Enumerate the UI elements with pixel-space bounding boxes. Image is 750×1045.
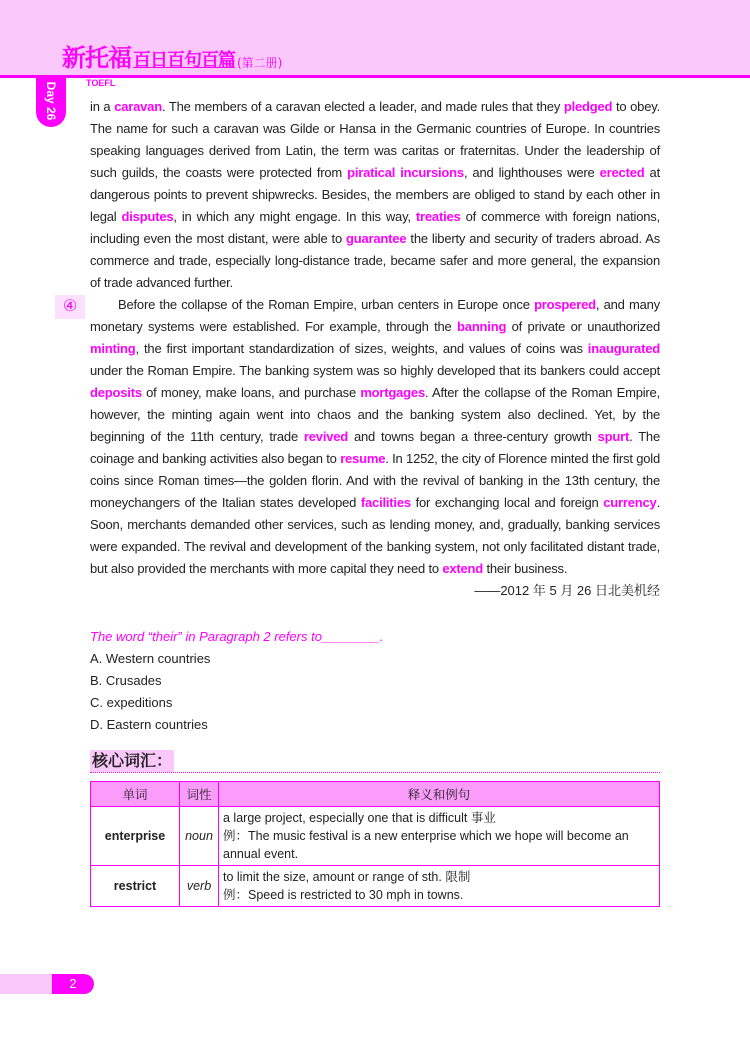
highlighted-term: pledged	[563, 99, 613, 114]
highlighted-term: currency	[603, 495, 657, 510]
text-segment: . After the collapse of the Roman Empire, however, the minting again went into chaos and the banking system also declined. Yet, by the beginning of the 11th century, trade	[90, 385, 660, 444]
text-segment: in a	[90, 99, 115, 114]
text-segment: for exchanging local and foreign	[410, 495, 604, 510]
text-segment: . The coinage and banking activities also began to	[90, 429, 660, 466]
highlighted-term: erected	[599, 165, 645, 180]
highlighted-term: resume	[340, 451, 386, 466]
highlighted-term: treaties	[415, 209, 461, 224]
text-segment: Before the collapse of the Roman Empire, urban centers in Europe once	[118, 297, 535, 312]
highlighted-term: guarantee	[346, 231, 407, 246]
highlighted-term: caravan	[114, 99, 162, 114]
text-segment: , the first important standardization of sizes, weights, and values of coins was	[135, 341, 588, 356]
text-segment: . The members of a caravan elected a leader, and made rules that they	[161, 99, 564, 114]
highlighted-term: disputes	[121, 209, 174, 224]
option-a: A. Western countries	[90, 651, 211, 666]
text-segment: , and many monetary systems were established. For example, through the	[90, 297, 660, 334]
table-header	[91, 782, 660, 807]
book-subtitle: 百日百句百篇	[133, 50, 235, 71]
highlighted-term: piratical incursions	[347, 165, 464, 180]
vocab-title: 核心词汇：	[92, 751, 173, 770]
highlighted-term: mortgages	[360, 385, 425, 400]
highlighted-term: prospered	[534, 297, 596, 312]
text-segment: the liberty and security of traders abroad. As commerce and trade, especially long-distance trade, became safer and more general, the expansion of trade advanced further.	[90, 231, 660, 290]
paragraph-text	[90, 297, 660, 576]
vocab-def	[219, 807, 660, 866]
option-c: C. expeditions	[90, 695, 173, 710]
text-segment: of commerce with foreign nations, including even the most distant, were able to	[90, 209, 660, 246]
question-prompt: The word “their” in Paragraph 2 refers to________.	[90, 629, 384, 644]
option-b: B. Crusades	[90, 673, 162, 688]
text-segment: at dangerous points to prevent shipwrecks. Besides, the members are obliged to stand by each other in legal	[90, 165, 661, 224]
vocab-table	[90, 781, 660, 907]
text-segment: , and lighthouses were	[463, 165, 600, 180]
book-title: 新托福	[62, 44, 131, 72]
vocab-pos: noun	[180, 807, 219, 866]
day-label: Day 26	[44, 81, 58, 121]
definition: a large project, especially one that is difficult 事业	[223, 811, 496, 825]
paragraph-1	[90, 96, 660, 294]
text-segment: under the Roman Empire. The banking system was so highly developed that its bankers could accept	[90, 363, 660, 378]
main-content	[62, 96, 661, 907]
text-segment: to obey. The name for such a caravan was Gilde or Hansa in the Germanic countries of Europe. In countries speaking languages derived from Latin, the term was caritas or fraternitas. Under the leadership of such guilds, the coasts were protected from	[90, 99, 660, 180]
text-segment: their business.	[483, 561, 568, 576]
day-tab	[36, 75, 66, 127]
definition: to limit the size, amount or range of sth. 限制	[223, 870, 471, 884]
text-segment: and towns began a three-century growth	[348, 429, 598, 444]
source-line: ——2012 年 5 月 26 日北美机经	[474, 583, 660, 598]
text-segment: of private or unauthorized	[506, 319, 660, 334]
highlighted-term: spurt	[597, 429, 630, 444]
table-row	[91, 807, 660, 866]
highlighted-term: revived	[303, 429, 349, 444]
example: 例：Speed is restricted to 30 mph in towns.	[223, 888, 464, 902]
highlighted-term: inaugurated	[587, 341, 660, 356]
vocab-def	[219, 866, 660, 907]
vocab-pos: verb	[180, 866, 219, 907]
text-segment: , in which any might engage. In this way,	[173, 209, 416, 224]
book-title-row	[62, 44, 282, 72]
highlighted-term: facilities	[360, 495, 411, 510]
text-segment: . In 1252, the city of Florence minted the first gold coins since Roman times—the golden florin. And with the revival of banking in the 13th century, the moneychangers of the Italian states developed	[90, 451, 660, 510]
toefl-label: TOEFL	[86, 78, 116, 88]
header-def: 释义和例句	[219, 782, 660, 807]
highlighted-term: deposits	[90, 385, 142, 400]
vocab-word: enterprise	[91, 807, 180, 866]
example: 例：The music festival is a new enterprise which we hope will become an annual event.	[223, 829, 629, 861]
highlighted-term: extend	[442, 561, 484, 576]
highlighted-term: minting	[90, 341, 136, 356]
footer-band	[0, 974, 52, 994]
paragraph-2	[62, 294, 660, 580]
text-segment: . Soon, merchants demanded other services, such as lending money, and, gradually, banking services were expanded. The revival and development of the banking system, not only facilitated distant trade, but also provided the merchants with more capital they need to	[90, 495, 660, 576]
vocab-divider	[90, 772, 660, 773]
header-word: 单词	[91, 782, 180, 807]
table-row	[91, 866, 660, 907]
page-number: 2	[52, 974, 94, 994]
highlighted-term: banning	[457, 319, 507, 334]
paragraph-text	[90, 99, 660, 290]
paragraph-marker: ④	[55, 295, 85, 319]
option-d: D. Eastern countries	[90, 717, 208, 732]
book-volume: (第二册)	[237, 56, 283, 70]
vocab-word: restrict	[91, 866, 180, 907]
text-segment: of money, make loans, and purchase	[141, 385, 361, 400]
header-pos: 词性	[180, 782, 219, 807]
